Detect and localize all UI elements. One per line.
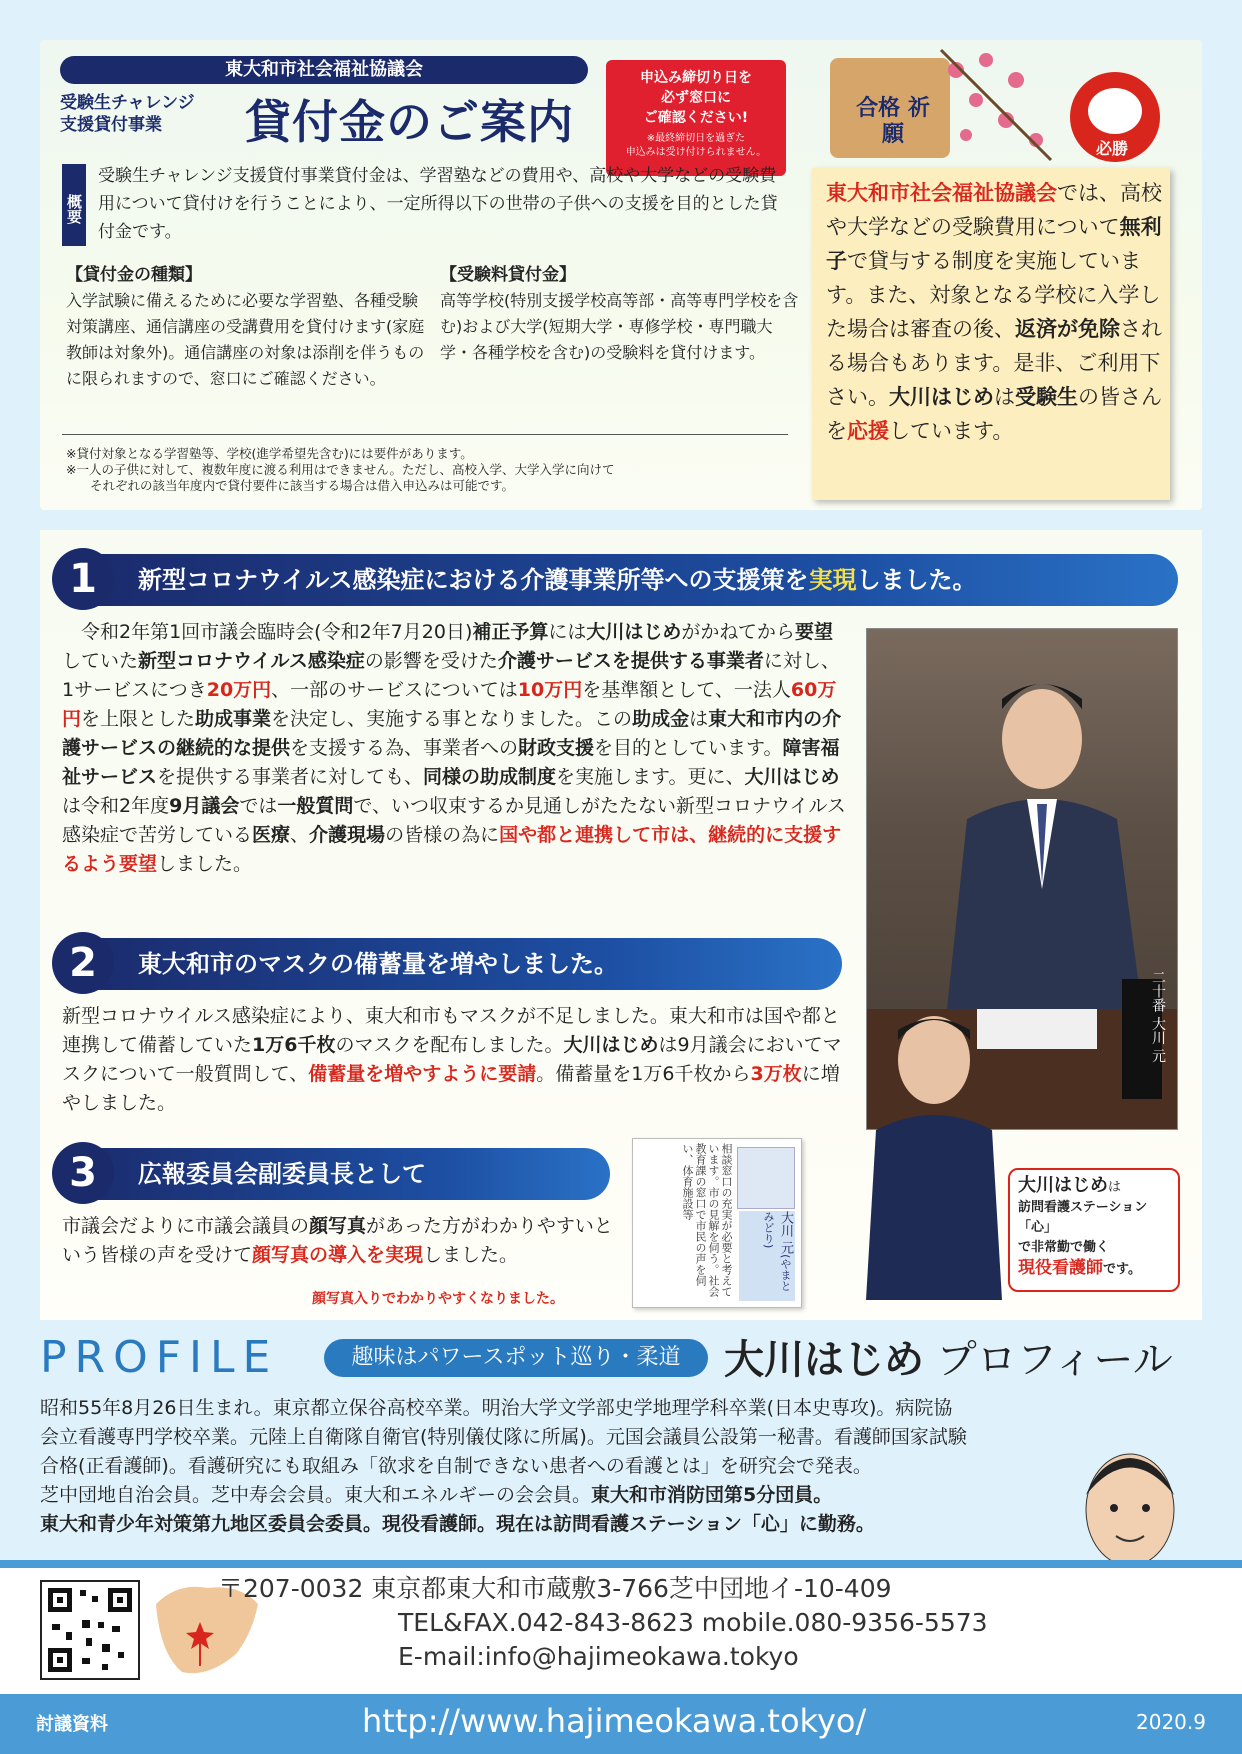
promo-t3: される場合もあります。是非、ご利用下さい。 [826,317,1162,409]
s1-p23: を支援する為、事業者への [290,737,519,759]
s1-p3: には [548,621,587,643]
section-1-title [62,566,977,594]
callout-ha: は [1108,1180,1122,1195]
qr-code-icon[interactable] [40,1580,140,1680]
s2-p6: 備蓄量を増やすように要請 [308,1063,537,1085]
s3-p4: 顔写真の導入を実現 [252,1244,424,1266]
footer-band [0,1560,1242,1568]
s1-p4: 大川はじめ [586,621,682,643]
s1-p31: は令和2年度 [62,795,170,817]
section-3-heading [62,1148,610,1200]
s1-p39: の皆様の為に [385,824,500,846]
profile-line-4a: 芝中団地自治会員。芝中寿会会員。東大和エネルギーの会会員。 [40,1484,592,1506]
profile-line-4b: 東大和市消防団第5分団員。 [591,1484,833,1506]
s2-p4: 大川はじめ [563,1034,659,1056]
s1-p18: 助成事業 [195,708,272,730]
s1-p36: 医療 [252,824,291,846]
s1-p37: 、 [290,824,310,846]
promo-name: 大川はじめ [889,385,994,409]
email-address[interactable]: E-mail:info@hajimeokawa.tokyo [398,1642,799,1671]
profile-line-2: 会立看護専門学校卒業。元陸上自衛隊自衛官(特別儀仗隊に所属)。元国会議員公設第一秘書。看護師国家試験 [40,1426,967,1448]
s1-p26: 障害福祉サービス [62,737,840,788]
promo-org: 東大和市社会福祉協議会 [826,181,1057,205]
s3-p5: しました。 [423,1244,519,1266]
section-2-number: 2 [52,932,114,994]
discussion-material-label: 討議資料 [36,1714,108,1735]
deadline-line3: ご確認ください! [643,110,749,126]
loan-types-column [66,262,426,392]
s1-p14: 10万円 [517,679,583,701]
note-2: ※一人の子供に対して、複数年度に渡る利用はできません。ただし、高校入学、大学入学に向けて [66,462,615,477]
overview-tag: 概要 [62,164,86,246]
s1-p15: を基準額として、一法人 [582,679,791,701]
clipping-kana: (やまとみどり) [762,1211,792,1292]
callout-nurse: 現役看護師 [1018,1258,1103,1278]
s1-p27: を提供する事業者に対しても、 [157,766,424,788]
s1-p24: 財政支援 [518,737,595,759]
clipping-portrait [737,1147,795,1209]
promo-t1: では、高校や大学などの受験費用について [826,181,1162,239]
s1-p5: がかねてから [681,621,795,643]
s2-p5: は9月議会においてマスクについて一般質問して、 [62,1034,842,1085]
profile-line-4 [40,1481,1210,1510]
program-subtitle [60,92,240,136]
loan-types-heading: 【貸付金の種類】 [66,265,202,285]
section-1-body [62,618,848,879]
section-2-heading [62,938,842,990]
daruma-text: 必勝 [1096,139,1129,158]
nurse-callout [1008,1168,1180,1292]
section-3-body [62,1212,622,1270]
callout-text [1010,1170,1178,1286]
s2-p7: 。備蓄量を1万6千枚から [536,1063,751,1085]
deadline-line2: 必ず窓口に [661,90,731,106]
s1-p11: に対し、1サービスにつき [62,650,840,701]
section-1-number: 1 [52,548,114,610]
daruma-face [1088,88,1142,134]
s1-p32: 9月議会 [169,795,240,817]
deadline-text [606,68,786,128]
clipping-name [739,1211,795,1301]
s1-p9: の影響を受けた [364,650,498,672]
promo-text [826,176,1162,448]
s1-p41: しました。 [157,853,253,875]
clipping-text: 相談窓口の充実が必要と考えています。市の見解を伺う。社会教育課の窓口で市民の声を伺い、体育施設等 [681,1143,733,1297]
contact-info [218,1572,988,1674]
section-1-heading [62,554,1178,606]
s1-p2: 補正予算 [472,621,549,643]
s1-p16: 60万円 [62,679,837,730]
notes [66,446,786,494]
deadline-note-line1: ※最終締切日を過ぎた [646,133,746,144]
s2-p8: 3万枚 [750,1063,802,1085]
s1-p35: で、いつ収束するか見通しがたたない新型コロナウイルス感染症で苦労している [62,795,846,846]
section-2-title: 東大和市のマスクの備蓄量を増やしました。 [138,950,618,978]
callout-station: 訪問看護ステーション「心」 [1018,1200,1148,1235]
promo-muri: 無利子 [826,215,1162,273]
subtitle-line2: 支援貸付事業 [60,115,162,135]
profile-line-5: 東大和青少年対策第九地区委員会委員。現役看護師。現在は訪問看護ステーション「心」に勤務。 [40,1513,875,1535]
profile-name-suffix: プロフィール [924,1337,1173,1383]
website-link[interactable]: http://www.hajimeokawa.tokyo/ [362,1702,867,1740]
overview-text: 受験生チャレンジ支援貸付事業貸付金は、学習塾などの費用や、高校や大学などの受験費用について貸付けを行うことにより、一定所得以下の世帯の子供への支援を目的とした貸付金です。 [98,166,778,242]
s3-p2: 顔写真 [309,1215,367,1237]
callout-l3: で非常勤で働く [1018,1240,1110,1255]
s1-p6: 要望 [794,621,833,643]
promo-t6: しています。 [889,419,1014,443]
section-1-title-highlight: 実現 [808,566,857,594]
postal-address: 〒207-0032 東京都東大和市蔵敷3-766芝中団地イ-10-409 [218,1574,892,1603]
s1-p10: 介護サービスを提供する事業者 [497,650,764,672]
s1-p12: 20万円 [206,679,272,701]
exam-fee-heading: 【受験料貸付金】 [440,265,576,285]
callout-l5: です。 [1103,1262,1141,1277]
s1-p33: では [239,795,278,817]
section-3-number: 3 [52,1142,114,1204]
note-1: ※貸付対象となる学習塾等、学校(進学希望先含む)には要件があります。 [66,446,473,461]
ema-text: 合格 祈願 [856,96,930,147]
promo-t2: で貸与する制度を実施しています。また、対象となる学校に入学した場合は審査の後、 [826,249,1161,341]
s1-p40: 国や都と連携して市は、継続的に支援するよう要望 [62,824,842,875]
s1-p8: 新型コロナウイルス感染症 [138,650,365,672]
s2-p2: 1万6千枚 [252,1034,336,1056]
note-3: それぞれの該当年度内で貸付要件に該当する場合は借入申込みは可能です。 [90,478,515,493]
loan-types-text: 入学試験に備えるために必要な学習塾、各種受験対策講座、通信講座の受講費用を貸付けます(家庭教師は対象外)。通信講座の対象は添削を伴うものに限られますので、窓口にご確認ください。 [66,291,425,388]
main-title: 貸付金のご案内 [245,95,574,149]
deadline-note [606,132,786,160]
s1-p29: を実施します。更に、 [556,766,745,788]
nurse-illustration [866,990,1002,1300]
callout-name: 大川はじめ [1018,1175,1108,1196]
issue-date: 2020.9 [1136,1710,1206,1734]
s1-p21: は [689,708,709,730]
profile-name [724,1328,1173,1385]
phone-numbers[interactable]: TEL&FAX.042-843-8623 mobile.080-9356-5573 [398,1608,988,1637]
section-1-title-b: しました。 [856,566,977,594]
promo-t4: は [994,385,1015,409]
s1-p22: 東大和市内の介護サービスの継続的な提供 [62,708,842,759]
exam-fee-text: 高等学校(特別支援学校高等部・高等専門学校を含む)および大学(短期大学・専修学校・専門職大学・各種学校を含む)の受験料を貸付けます。 [440,291,799,362]
s2-p9: に増やしました。 [62,1063,840,1114]
section-2-body [62,1002,852,1118]
deadline-line1: 申込み締切り日を [640,70,752,86]
deadline-notice [606,60,786,176]
s1-p34: 一般質問 [277,795,354,817]
s2-p1: 新型コロナウイルス感染症により、東大和市もマスクが不足しました。東大和市は国や都と連携して備蓄していた [62,1005,840,1056]
section-1-title-a: 新型コロナウイルス感染症における介護事業所等への支援策を [138,566,809,594]
s1-p17: を上限とした [81,708,196,730]
hobby-badge: 趣味はパワースポット巡り・柔道 [324,1339,708,1377]
s3-p1: 市議会だよりに市議会議員の [62,1215,310,1237]
promo-t5: の皆さんを [826,385,1162,443]
section-3-title: 広報委員会副委員長として [138,1160,426,1188]
divider [62,434,788,435]
plum-blossom-icon [936,40,1066,170]
s1-p28: 同様の助成制度 [423,766,557,788]
subtitle-line1: 受験生チャレンジ [60,93,195,113]
promo-jukensei: 受験生 [1015,385,1078,409]
s1-p1: 令和2年第1回市議会臨時会(令和2年7月20日) [81,621,473,643]
s1-p20: 助成金 [632,708,690,730]
s1-p25: を目的としています。 [594,737,783,759]
profile-line-3: 合格(正看護師)。看護研究にも取組み「欲求を自制できない患者への看護とは」を研究会で発表。 [40,1455,872,1477]
s1-p13: 、一部のサービスについては [271,679,518,701]
s1-p19: を決定し、実施する事となりました。この [271,708,633,730]
profile-heading: PROFILE [40,1332,279,1383]
s1-p30: 大川はじめ [744,766,840,788]
s1-p7: していた [62,650,139,672]
nameplate: 二十番 大川 元 [1150,970,1166,1063]
org-banner: 東大和市社会福祉協議会 [60,56,588,84]
s2-p3: のマスクを配布しました。 [335,1034,564,1056]
profile-body [40,1394,1210,1539]
nurse-photo [866,990,1002,1300]
profile-name-text: 大川はじめ [724,1337,924,1383]
deadline-note-line2: 申込みは受け付けられません。 [625,147,767,158]
promo-ouen: 応援 [847,419,889,443]
profile-line-1: 昭和55年8月26日生まれ。東京都立保谷高校卒業。明治大学文学部史学地理学科卒業(日本史専攻)。病院協 [40,1397,953,1419]
exam-fee-column [440,262,800,366]
promo-hensai: 返済が免除 [1015,317,1120,341]
s1-p38: 介護現場 [309,824,386,846]
face-photo-caption: 顔写真入りでわかりやすくなりました。 [312,1291,564,1307]
s3-p3: があった方がわかりやすいという皆様の声を受けて [62,1215,613,1266]
newsletter-clipping [632,1138,802,1308]
clipping-name-text: 大川 元 [778,1211,793,1255]
